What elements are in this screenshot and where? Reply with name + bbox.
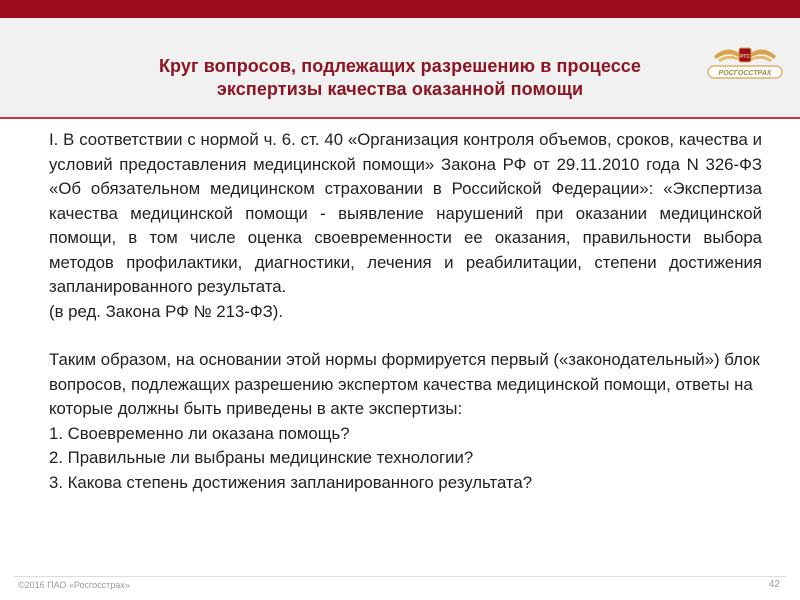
page-number: 42 (768, 579, 780, 590)
title-line-1: Круг вопросов, подлежащих разрешению в процессе (158, 56, 642, 76)
header-divider (0, 117, 800, 119)
slide-body (49, 128, 762, 495)
copyright-text: ©2016 ПАО «Росгосстрах» (18, 580, 130, 590)
svg-text:РОСГОССТРАХ: РОСГОССТРАХ (718, 70, 772, 77)
rosgosstrakh-logo-icon (704, 42, 786, 82)
law-reference: (в ред. Закона РФ № 213-ФЗ). (49, 301, 283, 321)
list-item: 2. Правильные ли выбраны медицинские технологии? (49, 448, 474, 467)
footer-divider (14, 576, 786, 577)
list-item: 1. Своевременно ли оказана помощь? (49, 423, 350, 443)
svg-text:РГС: РГС (740, 54, 750, 60)
top-brand-bar (0, 0, 800, 18)
title-line-2: экспертизы качества оказанной помощи (216, 79, 584, 99)
questions-list (49, 422, 762, 496)
summary-paragraph: Таким образом, на основании этой нормы формируется первый («законодательный») блок вопросов, подлежащих разрешению экспертом качества медицинской помощи, ответы на которые должны быть приведены в акте экспертизы: (49, 350, 760, 418)
slide-title (110, 55, 690, 101)
legal-paragraph: I. В соответствии с нормой ч. 6. ст. 40 «Организация контроля объемов, сроков, качества и условий предоставления медицинской помощи» Закона РФ от 29.11.2010 года N 326-ФЗ «Об обязательном медицинском страховании в Российской Федерации»: «Экспертиза качества медицинской помощи - выявление нарушений при оказании медицинской помощи, в том числе оценка своевременности ее оказания, правильности выбора методов профилактики, диагностики, лечения и реабилитации, степени достижения запланированного результата. (49, 130, 762, 296)
list-item: 3. Какова степень достижения запланированного результата? (49, 472, 533, 492)
